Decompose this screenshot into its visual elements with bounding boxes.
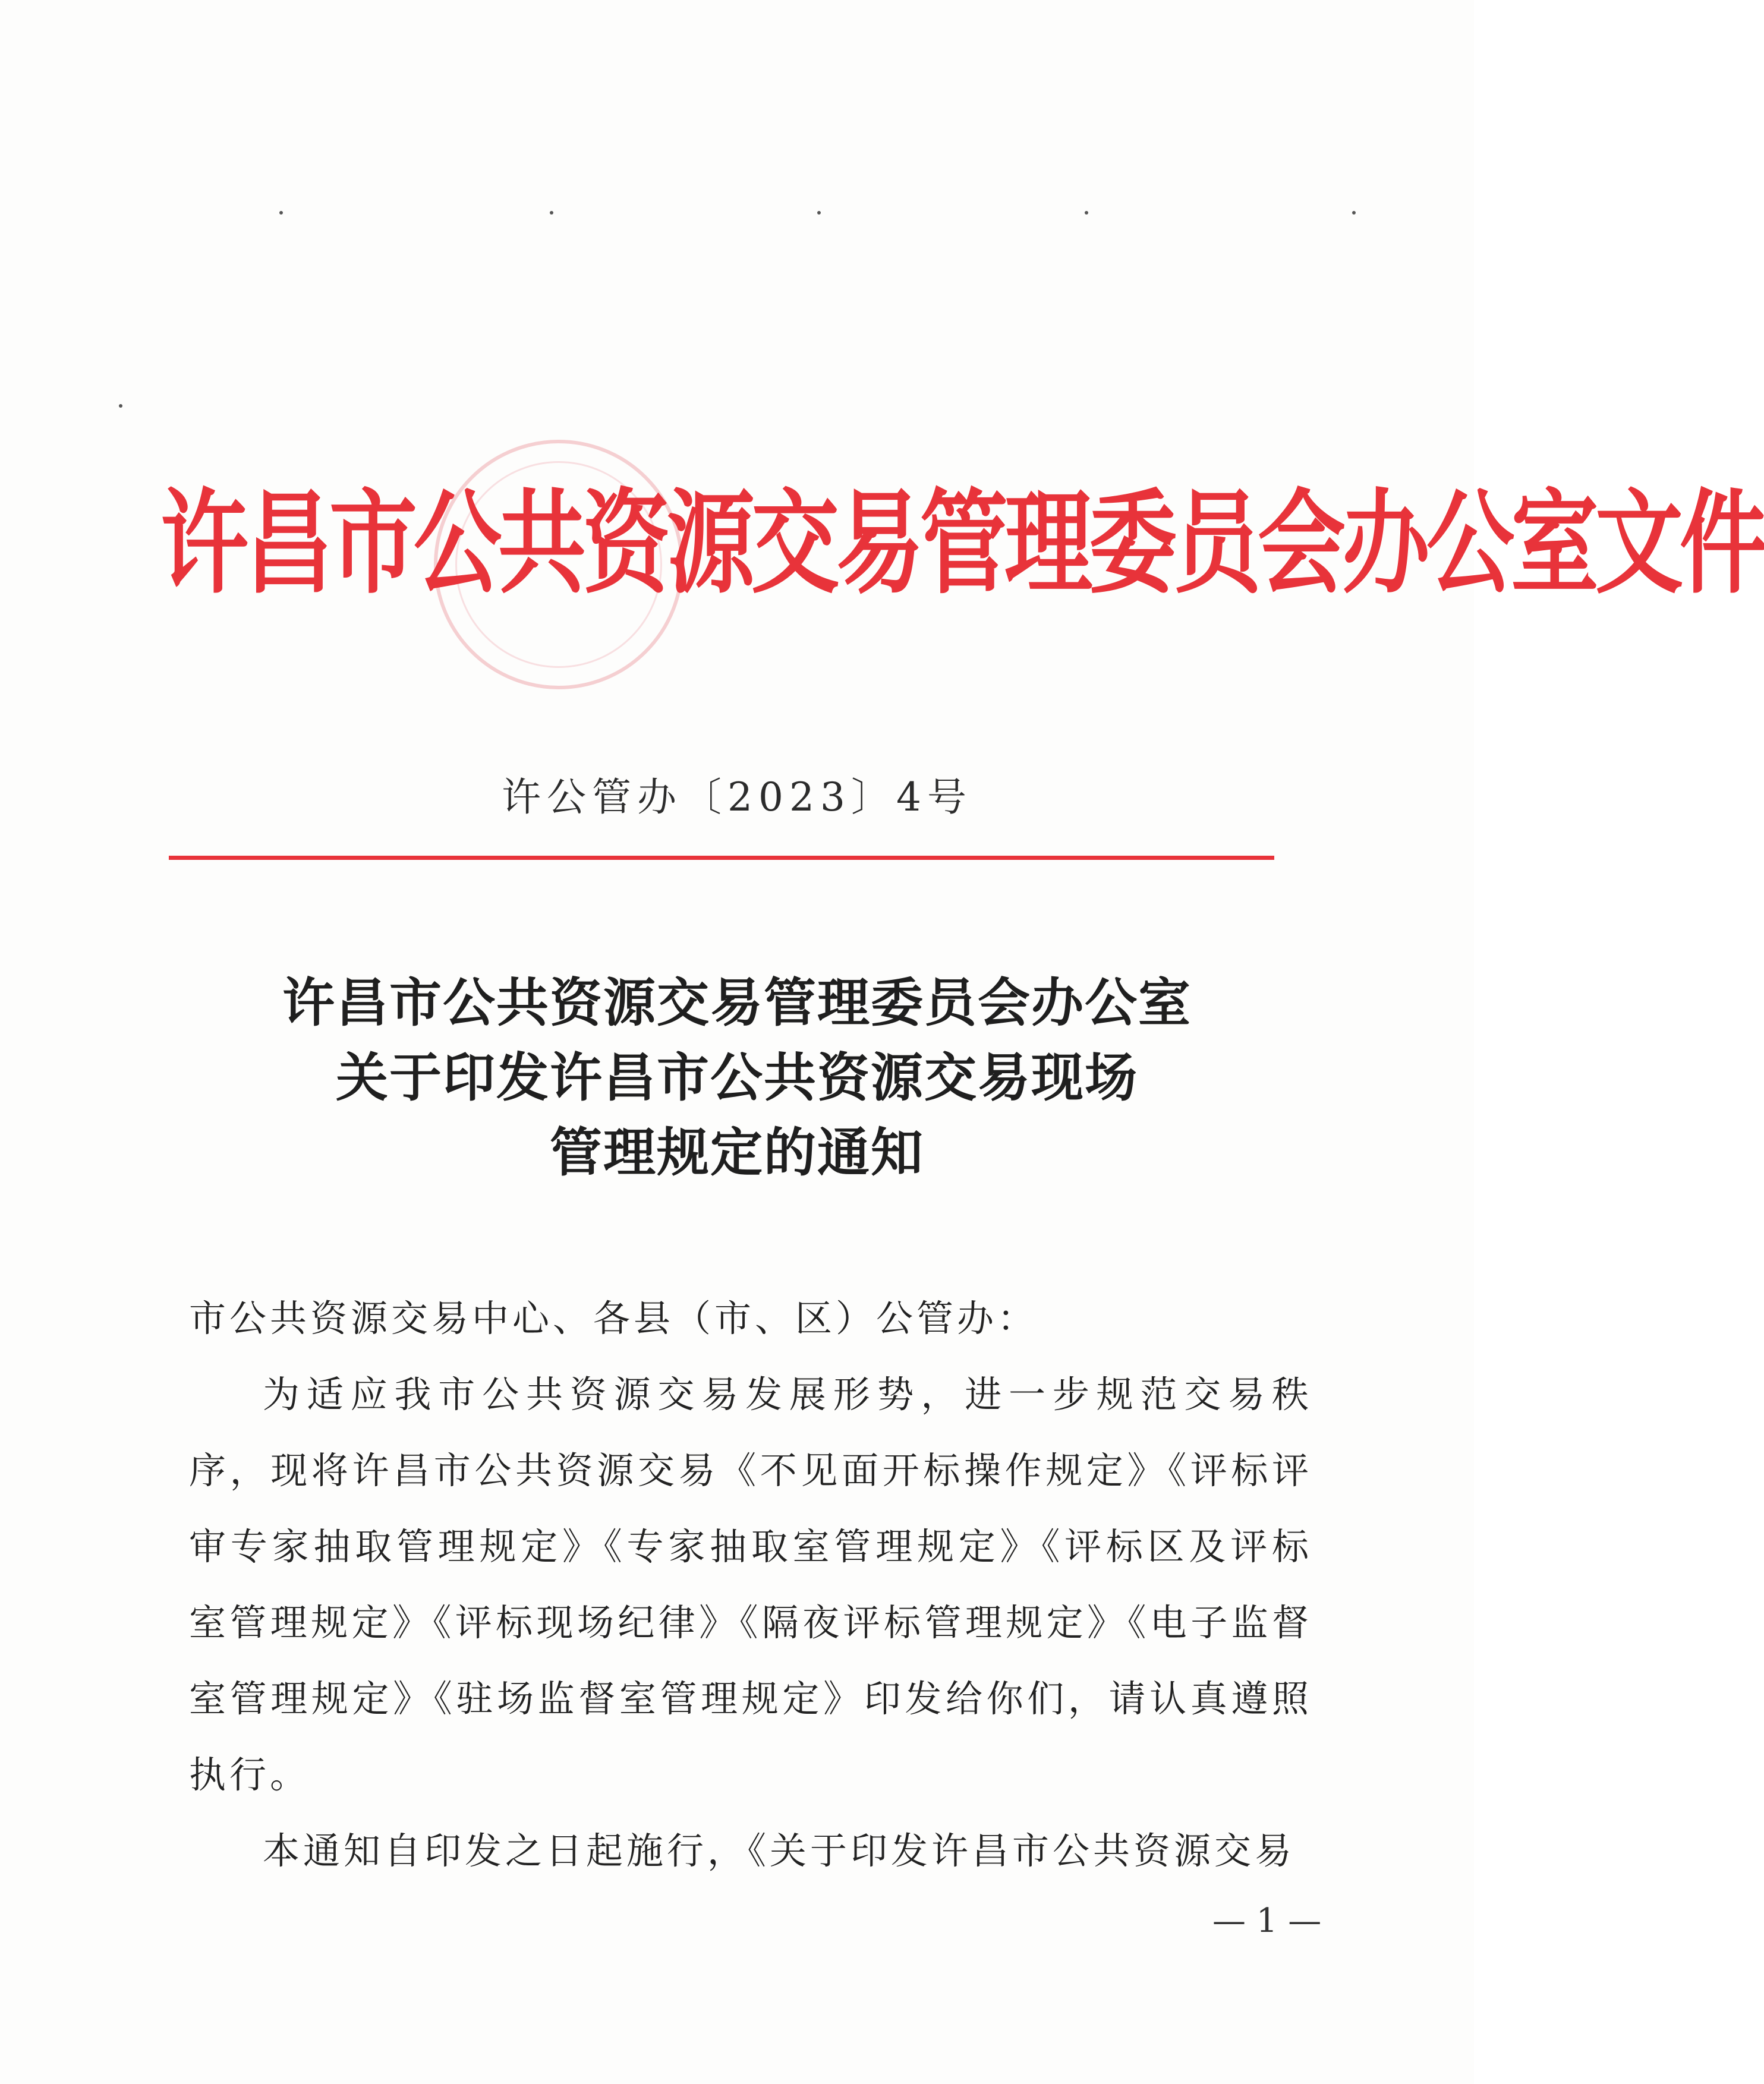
masthead-title: 许昌市公共资源交易管理委员会办公室文件: [160, 478, 1764, 609]
document-body: [189, 1281, 1312, 1889]
body-paragraph: 为适应我市公共资源交易发展形势，进一步规范交易秩序，现将许昌市公共资源交易《不见面开标操作规定》《评标评审专家抽取管理规定》《专家抽取室管理规定》《评标区及评标室管理规定》《评标现场纪律》《隔夜评标管理规定》《电子监督室管理规定》《驻场监督室管理规定》印发给你们，请认真遵照执行。: [189, 1373, 1312, 1796]
scan-dot: [817, 211, 821, 215]
body-paragraph: 本通知自印发之日起施行，《关于印发许昌市公共资源交易: [263, 1829, 1296, 1872]
scan-dots: [0, 0, 1474, 416]
scan-dot: [1085, 211, 1088, 215]
notice-title-line: 许昌市公共资源交易管理委员会办公室: [282, 972, 1192, 1033]
notice-title: [0, 966, 1474, 1190]
scan-dot: [279, 211, 283, 215]
document-number: 许公管办〔2023〕4号: [502, 774, 972, 820]
salutation: 市公共资源交易中心、各县（市、区）公管办：: [189, 1297, 1038, 1340]
notice-title-line: 管理规定的通知: [549, 1122, 924, 1183]
scan-dot: [119, 404, 122, 408]
scan-dot: [1352, 211, 1356, 215]
page-number: — 1 —: [1212, 1902, 1322, 1940]
notice-title-line: 关于印发许昌市公共资源交易现场: [335, 1047, 1138, 1108]
red-divider-line: [169, 856, 1274, 860]
scan-dot: [550, 211, 553, 215]
